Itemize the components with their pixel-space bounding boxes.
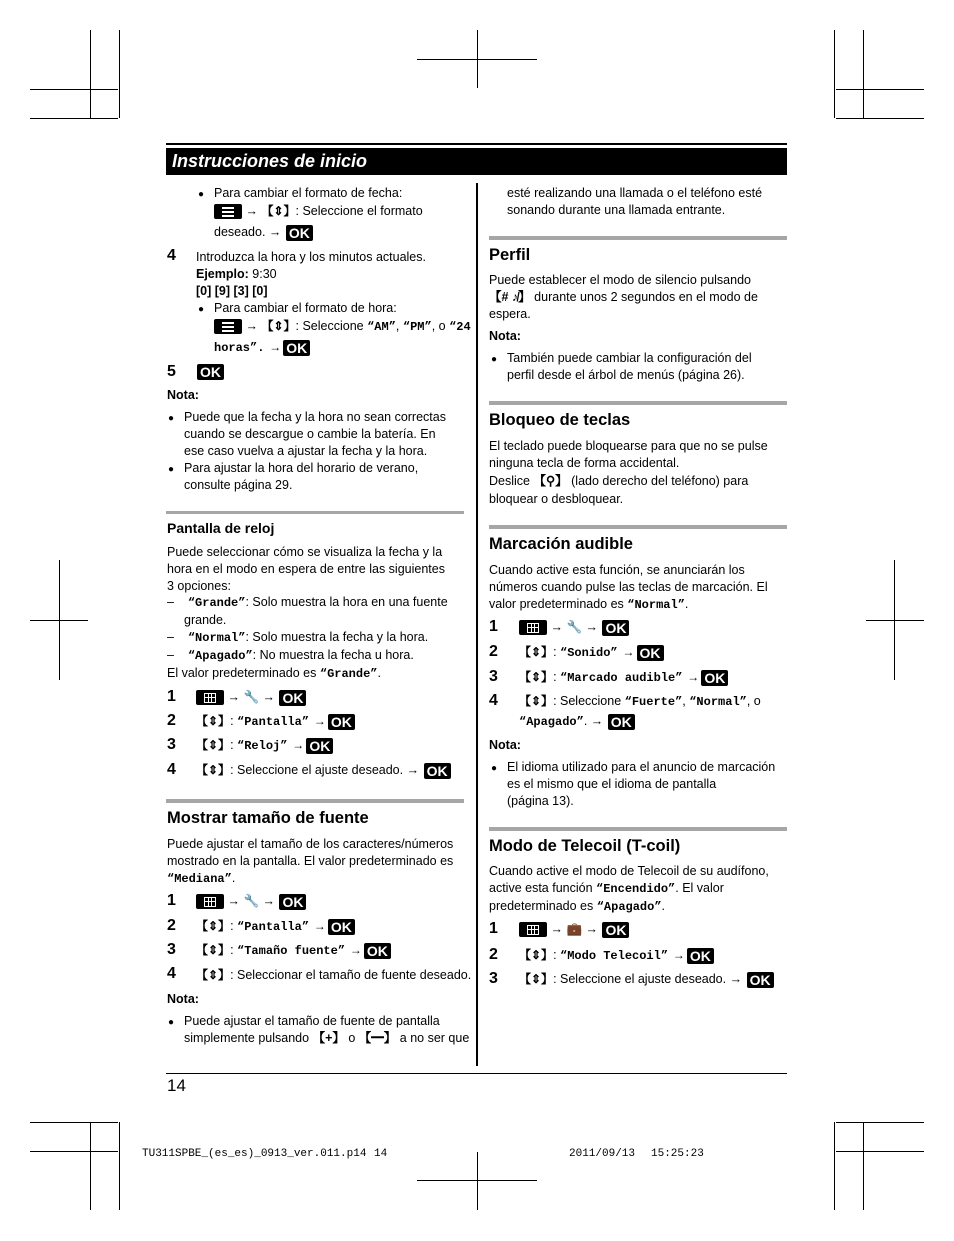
- step-number: 4: [167, 965, 176, 982]
- note-text: simplemente pulsando 【+】 o 【━】 a no ser que: [184, 1031, 470, 1045]
- ok-icon: OK: [701, 670, 728, 686]
- default-line: El valor predeterminado es “Grande”.: [167, 666, 381, 681]
- note-text: También puede cambiar la configuración del: [507, 351, 752, 365]
- body-text: Cuando active esta función, se anunciarán los: [489, 563, 745, 577]
- subsection-title: Pantalla de reloj: [167, 520, 275, 536]
- step-number: 3: [489, 970, 498, 987]
- bullet: ●: [198, 189, 205, 200]
- section-heading: Bloqueo de teclas: [489, 411, 631, 429]
- body-text: hora en el modo en espera de entre las siguientes: [167, 562, 445, 576]
- note-text: Puede que la fecha y la hora no sean correctas: [184, 410, 446, 424]
- body-text: Puede establecer el modo de silencio pulsando: [489, 273, 751, 287]
- ok-icon: OK: [328, 919, 355, 935]
- step-line: 【⇕】: Seleccione el ajuste deseado. → OK: [196, 762, 452, 779]
- keypad-icon: [196, 690, 224, 705]
- body-text: Cuando active el modo de Telecoil de su audífono,: [489, 864, 769, 878]
- step-line: → 💼 → OK: [519, 921, 630, 938]
- step-line: 【⇕】: Seleccionar el tamaño de fuente deseado.: [196, 968, 472, 982]
- up-down-nav-icon: 【⇕】: [261, 204, 296, 218]
- up-down-nav-icon: 【⇕】: [519, 972, 554, 986]
- step-line: 【⇕】: “Tamaño fuente” → OK: [196, 942, 392, 960]
- crop-mark: [834, 1122, 835, 1210]
- bullet: ●: [168, 413, 175, 424]
- body-text: active esta función “Encendido”. El valor: [489, 881, 724, 896]
- step-line: 【⇕】: “Reloj” → OK: [196, 737, 334, 755]
- briefcase-icon: 💼: [566, 922, 583, 936]
- ok-icon: OK: [286, 225, 313, 241]
- crop-mark: [90, 1122, 91, 1210]
- crop-mark: [119, 30, 120, 118]
- section-header: [166, 143, 787, 176]
- footer-rule: [166, 1073, 787, 1074]
- print-date: 2011/09/13: [569, 1148, 636, 1160]
- ok-icon: OK: [306, 738, 333, 754]
- crop-mark: [836, 1122, 924, 1123]
- note-text: consulte página 29.: [184, 478, 293, 492]
- section-title: Instrucciones de inicio: [166, 148, 787, 175]
- ok-icon: OK: [197, 364, 224, 380]
- body-text: “Mediana”.: [167, 871, 236, 886]
- section-rule: [489, 236, 787, 240]
- crop-mark: [119, 1122, 120, 1210]
- note-label: Nota:: [489, 738, 521, 752]
- note-text: Puede ajustar el tamaño de fuente de pantalla: [184, 1014, 440, 1028]
- menu-icon: [214, 319, 242, 334]
- step-number: 3: [167, 736, 176, 753]
- body-text: espera.: [489, 307, 531, 321]
- crop-mark: [863, 30, 864, 118]
- step-line: “Apagado”. → OK: [519, 713, 636, 731]
- crop-mark: [90, 30, 91, 118]
- up-down-nav-icon: 【⇕】: [196, 714, 231, 728]
- step-number: 1: [489, 618, 498, 635]
- step-line: 【⇕】: Seleccione “Fuerte”, “Normal”, o: [519, 694, 761, 709]
- crop-mark: [866, 620, 924, 621]
- step-number: 3: [489, 668, 498, 685]
- note-text: El idioma utilizado para el anuncio de marcación: [507, 760, 776, 774]
- up-down-nav-icon: 【⇕】: [519, 670, 554, 684]
- crop-mark: [836, 89, 924, 90]
- body-text: Puede ajustar el tamaño de los caracteres/números: [167, 837, 454, 851]
- up-down-nav-icon: 【⇕】: [519, 948, 554, 962]
- crop-mark: [30, 118, 118, 119]
- ok-icon: OK: [328, 714, 355, 730]
- up-down-nav-icon: 【⇕】: [196, 943, 231, 957]
- section-rule: [489, 827, 787, 831]
- step-number: 2: [489, 946, 498, 963]
- body-text: esté realizando una llamada o el teléfono esté: [507, 186, 763, 200]
- instruction-line: → 【⇕】: Seleccione “AM”, “PM”, o “24: [214, 318, 471, 336]
- section-rule: [489, 525, 787, 529]
- lock-switch-icon: 【⚲】: [533, 474, 568, 488]
- body-text: predeterminado es “Apagado”.: [489, 899, 666, 914]
- bullet: ●: [491, 354, 498, 365]
- crop-mark: [477, 1152, 478, 1210]
- crop-mark: [59, 560, 60, 680]
- body-text: números cuando pulse las teclas de marcación. El: [489, 580, 768, 594]
- up-down-nav-icon: 【⇕】: [519, 694, 554, 708]
- keypad-icon: [519, 922, 547, 937]
- step-line: 【⇕】: “Pantalla” → OK: [196, 918, 356, 936]
- instruction-text: Para cambiar el formato de fecha:: [214, 186, 403, 200]
- section-rule: [489, 401, 787, 405]
- page-number: 14: [167, 1076, 186, 1095]
- ok-icon: OK: [602, 620, 629, 636]
- step-number: 1: [489, 920, 498, 937]
- instruction-line: deseado. → OK: [214, 224, 314, 241]
- crop-mark: [477, 30, 478, 88]
- body-text: bloquear o desbloquear.: [489, 492, 624, 506]
- bullet: ●: [168, 464, 175, 475]
- up-down-nav-icon: 【⇕】: [196, 968, 231, 982]
- crop-mark: [836, 118, 924, 119]
- section-heading: Mostrar tamaño de fuente: [167, 809, 369, 827]
- step-number: 2: [489, 643, 498, 660]
- ok-icon: OK: [364, 943, 391, 959]
- ok-icon: OK: [687, 948, 714, 964]
- crop-mark: [834, 30, 835, 118]
- crop-mark: [863, 1122, 864, 1210]
- instruction-text: Para cambiar el formato de hora:: [214, 301, 397, 315]
- menu-icon: [214, 204, 242, 219]
- option-line: grande.: [184, 613, 227, 627]
- hash-silent-key-icon: 【# ♪̸】: [489, 290, 531, 304]
- instruction-text: Introduzca la hora y los minutos actuales.: [196, 250, 426, 264]
- step-number: 1: [167, 892, 176, 909]
- note-text: perfil desde el árbol de menús (página 26).: [507, 368, 745, 382]
- keypad-icon: [196, 894, 224, 909]
- step-number: 3: [167, 941, 176, 958]
- ok-line: [196, 363, 225, 380]
- step-line: 【⇕】: “Marcado audible” → OK: [519, 669, 729, 687]
- body-text: Puede seleccionar cómo se visualiza la fecha y la: [167, 545, 443, 559]
- step-number: 5: [167, 363, 176, 380]
- option-line: – “Grande”: Solo muestra la hora en una fuente: [167, 595, 448, 610]
- crop-mark: [30, 1122, 118, 1123]
- key-sequence: [0] [9] [3] [0]: [196, 284, 268, 298]
- up-down-nav-icon: 【⇕】: [519, 645, 554, 659]
- note-text: (página 13).: [507, 794, 574, 808]
- ok-icon: OK: [608, 714, 635, 730]
- print-time: 15:25:23: [651, 1148, 704, 1160]
- ok-icon: OK: [602, 922, 629, 938]
- step-line: → 🔧 → OK: [196, 893, 307, 910]
- crop-mark: [30, 1151, 118, 1152]
- note-text: Para ajustar la hora del horario de verano,: [184, 461, 419, 475]
- plus-key-icon: 【+】: [312, 1031, 345, 1045]
- crop-mark: [836, 1151, 924, 1152]
- ok-icon: OK: [279, 690, 306, 706]
- option-line: – “Apagado”: No muestra la fecha u hora.: [167, 648, 414, 663]
- step-number: 4: [167, 247, 176, 264]
- up-down-nav-icon: 【⇕】: [261, 319, 296, 333]
- body-text: 3 opciones:: [167, 579, 231, 593]
- note-text: cuando se descargue o cambie la batería. En: [184, 427, 436, 441]
- print-sheet-number: 14: [374, 1148, 388, 1160]
- step-line: 【⇕】: Seleccione el ajuste deseado. → OK: [519, 971, 775, 988]
- step-number: 1: [167, 688, 176, 705]
- section-heading: Perfil: [489, 246, 531, 264]
- body-text: sonando durante una llamada entrante.: [507, 203, 726, 217]
- body-text: ninguna tecla de forma accidental.: [489, 456, 680, 470]
- ok-icon: OK: [424, 763, 451, 779]
- step-number: 4: [489, 692, 498, 709]
- step-line: → 🔧 → OK: [519, 619, 630, 636]
- ok-icon: OK: [283, 340, 310, 356]
- step-number: 4: [167, 761, 176, 778]
- crop-mark: [30, 89, 118, 90]
- note-label: Nota:: [489, 329, 521, 343]
- example-line: Ejemplo: 9:30: [196, 267, 277, 281]
- section-heading: Modo de Telecoil (T-coil): [489, 837, 681, 855]
- up-down-nav-icon: 【⇕】: [196, 763, 231, 777]
- note-text: ese caso vuelva a ajustar la fecha y la hora.: [184, 444, 428, 458]
- instruction-line: → 【⇕】: Seleccione el formato: [214, 203, 423, 220]
- crop-mark: [894, 560, 895, 680]
- body-text: 【# ♪̸】 durante unos 2 segundos en el modo de: [489, 290, 758, 304]
- print-file-name: TU311SPBE_(es_es)_0913_ver.011.p14: [142, 1148, 367, 1160]
- ok-icon: OK: [747, 972, 774, 988]
- note-label: Nota:: [167, 992, 199, 1006]
- body-text: Deslice 【⚲】 (lado derecho del teléfono) para: [489, 474, 749, 488]
- step-number: 2: [167, 917, 176, 934]
- body-text: mostrado en la pantalla. El valor predeterminado es: [167, 854, 454, 868]
- bullet: ●: [491, 763, 498, 774]
- note-text: es el mismo que el idioma de pantalla: [507, 777, 717, 791]
- ok-icon: OK: [279, 894, 306, 910]
- step-number: 2: [167, 712, 176, 729]
- wrench-icon: 🔧: [566, 620, 583, 634]
- section-rule: [166, 511, 464, 514]
- column-divider: [476, 183, 478, 1066]
- wrench-icon: 🔧: [243, 894, 260, 908]
- ok-icon: OK: [637, 645, 664, 661]
- wrench-icon: 🔧: [243, 690, 260, 704]
- bullet: ●: [198, 304, 205, 315]
- minus-key-icon: 【━】: [358, 1031, 397, 1045]
- note-label: Nota:: [167, 388, 199, 402]
- keypad-icon: [519, 620, 547, 635]
- body-text: valor predeterminado es “Normal”.: [489, 597, 689, 612]
- section-heading: Marcación audible: [489, 535, 633, 553]
- step-line: → 🔧 → OK: [196, 689, 307, 706]
- step-line: 【⇕】: “Modo Telecoil” → OK: [519, 947, 715, 965]
- up-down-nav-icon: 【⇕】: [196, 919, 231, 933]
- option-line: – “Normal”: Solo muestra la fecha y la hora.: [167, 630, 429, 645]
- section-rule: [166, 799, 464, 803]
- step-line: 【⇕】: “Pantalla” → OK: [196, 713, 356, 731]
- body-text: El teclado puede bloquearse para que no se pulse: [489, 439, 768, 453]
- bullet: ●: [168, 1017, 175, 1028]
- instruction-line: horas”. → OK: [214, 339, 311, 357]
- up-down-nav-icon: 【⇕】: [196, 738, 231, 752]
- step-line: 【⇕】: “Sonido” → OK: [519, 644, 665, 662]
